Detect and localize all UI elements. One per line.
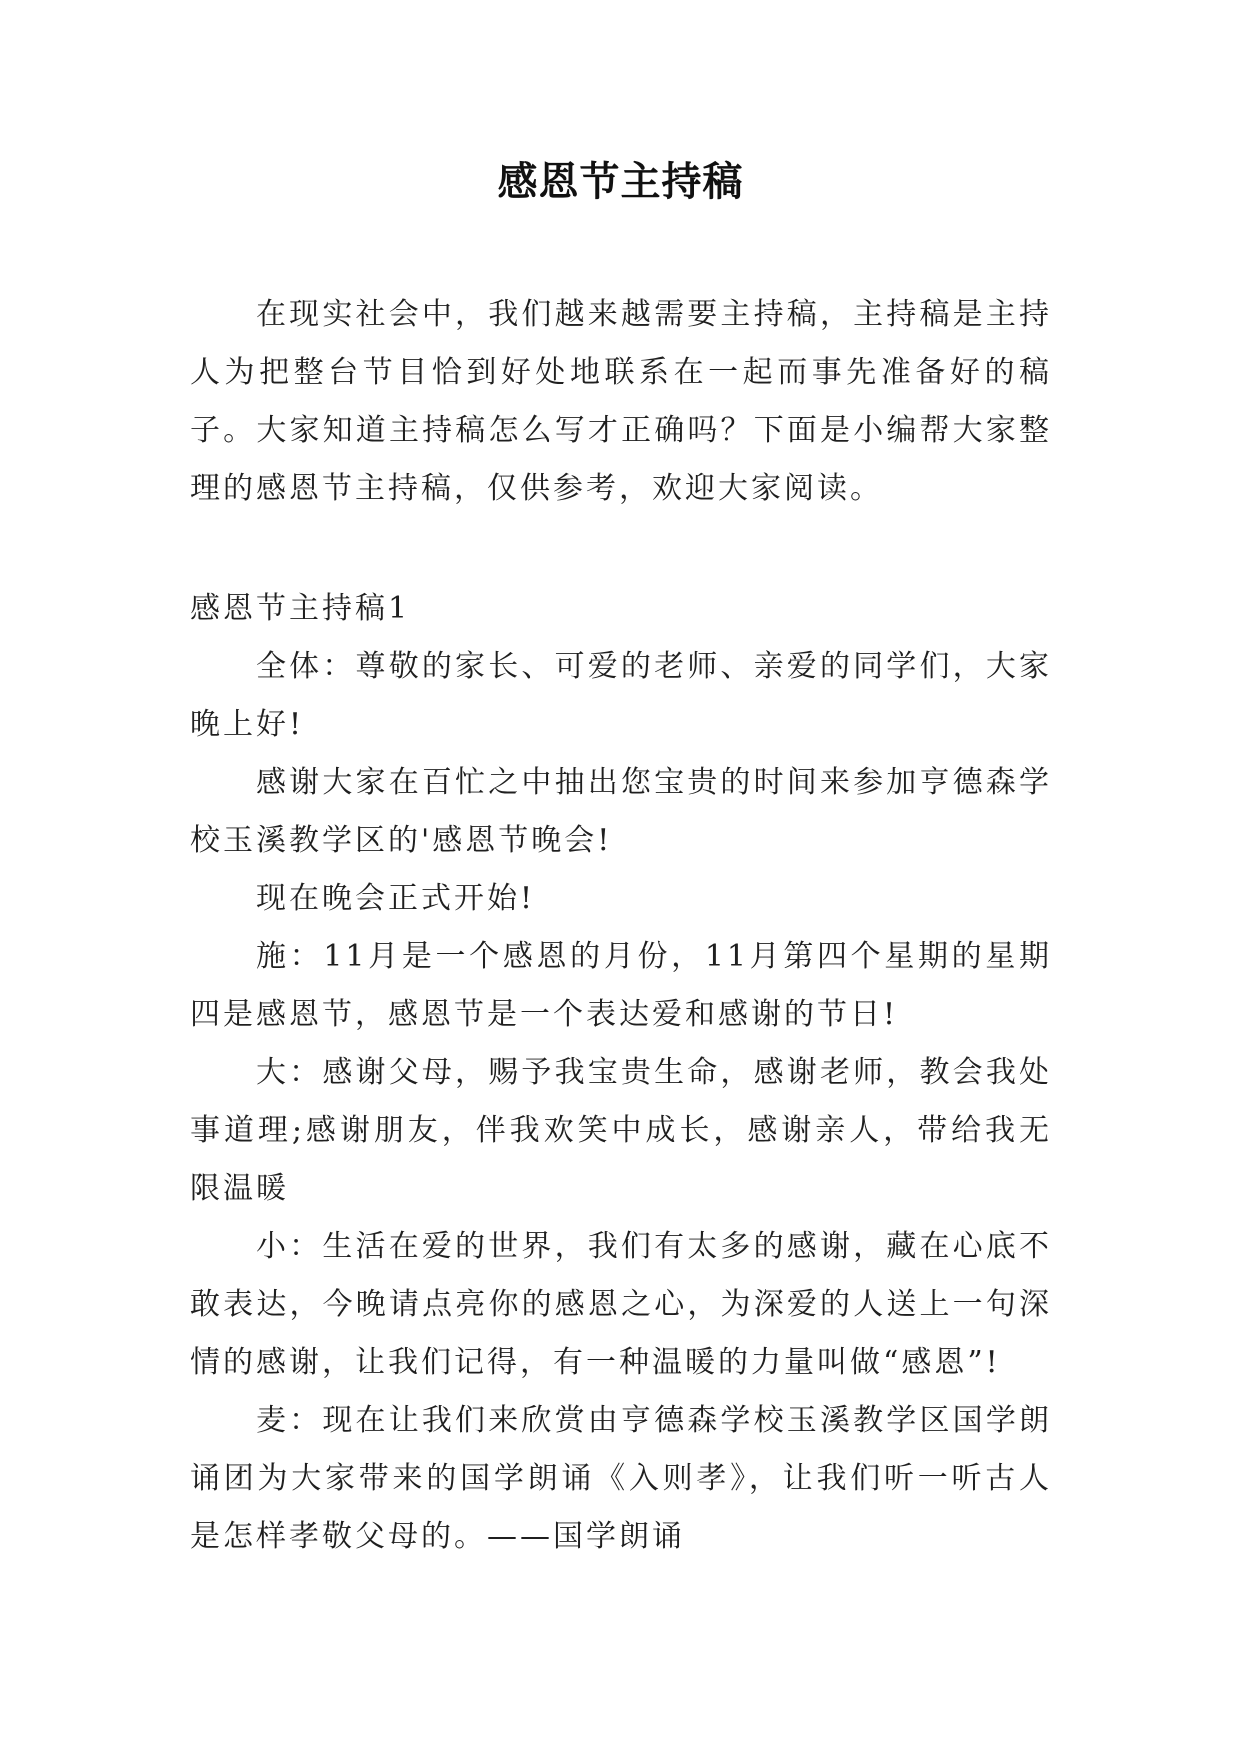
paragraph: 现在晚会正式开始! xyxy=(256,881,536,916)
paragraph: 全体：尊敬的家长、可爱的老师、亲爱的同学们，大家晚上好! xyxy=(190,649,1052,742)
intro-block xyxy=(190,286,1052,518)
intro-paragraph: 在现实社会中，我们越来越需要主持稿，主持稿是主持人为把整台节目恰到好处地联系在一起而事先准备好的稿子。大家知道主持稿怎么写才正确吗？下面是小编帮大家整理的感恩节主持稿，仅供参考，欢迎大家阅读。 xyxy=(190,297,1052,506)
document-title: 感恩节主持稿 xyxy=(497,159,744,205)
section-heading: 感恩节主持稿1 xyxy=(190,591,411,626)
paragraph: 小：生活在爱的世界，我们有太多的感谢，藏在心底不敢表达，今晚请点亮你的感恩之心，为深爱的人送上一句深情的感谢，让我们记得，有一种温暖的力量叫做“感恩”! xyxy=(190,1229,1052,1380)
section-1 xyxy=(190,580,1052,1566)
paragraph: 感谢大家在百忙之中抽出您宝贵的时间来参加亨德森学校玉溪教学区的'感恩节晚会! xyxy=(190,765,1052,858)
paragraph: 麦：现在让我们来欣赏由亨德森学校玉溪教学区国学朗诵团为大家带来的国学朗诵《入则孝》，让我们听一听古人是怎样孝敬父母的。——国学朗诵 xyxy=(190,1403,1052,1554)
paragraph: 施：11月是一个感恩的月份，11月第四个星期的星期四是感恩节，感恩节是一个表达爱和感谢的节日! xyxy=(190,939,1052,1032)
paragraph: 大：感谢父母，赐予我宝贵生命，感谢老师，教会我处事道理;感谢朋友，伴我欢笑中成长，感谢亲人，带给我无限温暖 xyxy=(190,1055,1052,1206)
